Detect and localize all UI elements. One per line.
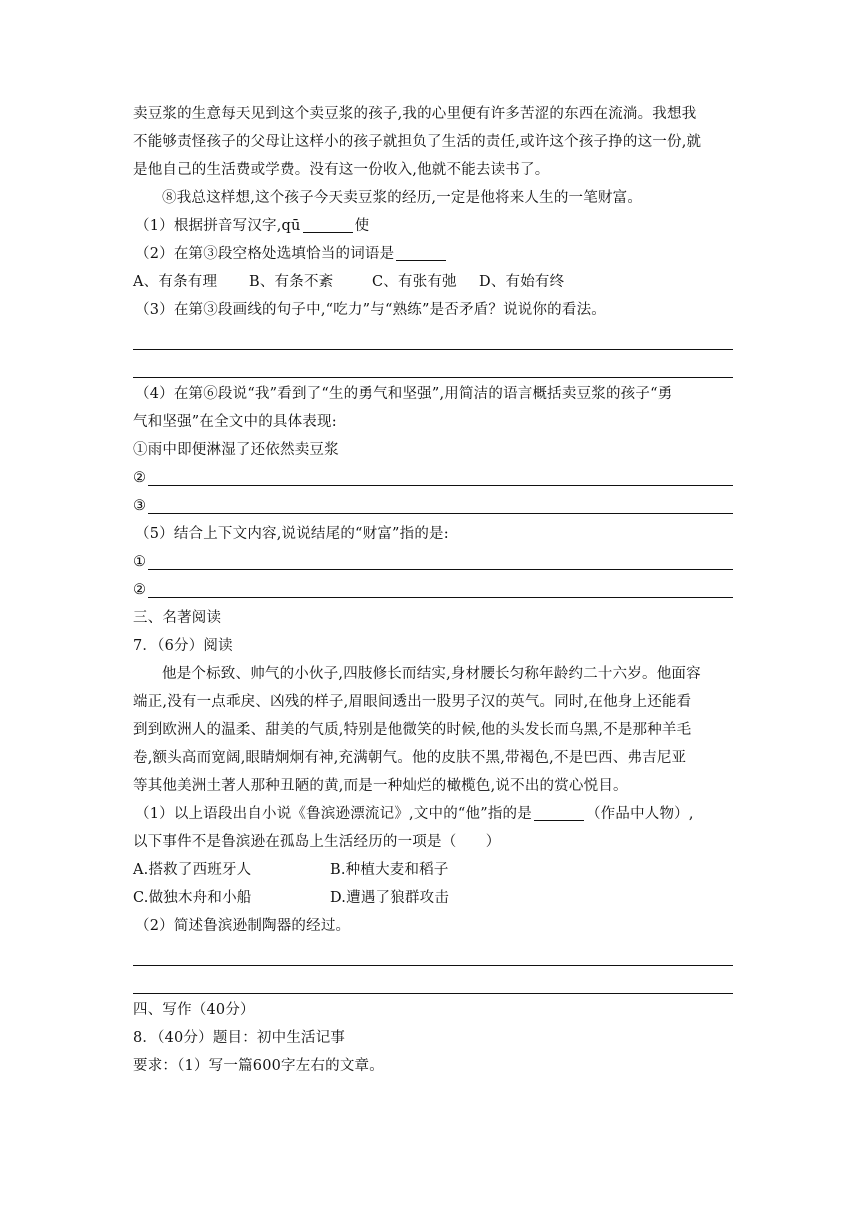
question-4-line1: （4）在第⑥段说“我”看到了“生的勇气和坚强”,用简洁的语言概括卖豆浆的孩子“勇 (135, 386, 673, 402)
question-7-2: （2）简述鲁滨逊制陶器的经过。 (135, 918, 351, 934)
reading-passage-line: 到到欧洲人的温柔、甜美的气质,特别是他微笑的时候,他的头发长而乌黑,不是那种羊毛 (133, 722, 692, 738)
reading-passage-line: 卷,额头高而宽阔,眼睛炯炯有神,充满朝气。他的皮肤不黑,带褐色,不是巴西、弗吉尼亚 (133, 750, 687, 766)
question-7-options-row1 (133, 856, 733, 884)
question-2-options (133, 268, 733, 296)
question-7-header: 7．（6分）阅读 (133, 638, 233, 654)
option-c: C.做独木舟和小船 (133, 890, 252, 906)
question-1-suffix: 使 (354, 218, 370, 234)
option-d: D、有始有终 (479, 274, 565, 290)
exam-page (133, 100, 733, 1080)
answer-line[interactable] (133, 492, 733, 520)
question-2 (133, 240, 733, 268)
passage-line: 卖豆浆的生意每天见到这个卖豆浆的孩子,我的心里便有许多苦涩的东西在流淌。我想我 (133, 106, 697, 122)
option-a: A.搭救了西班牙人 (133, 862, 252, 878)
passage-paragraph-8: ⑧我总这样想,这个孩子今天卖豆浆的经历,一定是他将来人生的一笔财富。 (162, 190, 643, 206)
item-number: ① (133, 554, 147, 570)
passage-line: 不能够责怪孩子的父母让这样小的孩子就担负了生活的责任,或许这个孩子挣的这一份,就 (133, 134, 702, 150)
reading-passage-line: 他是个标致、帅气的小伙子,四肢修长而结实,身材腰长匀称年龄约二十六岁。他面容 (162, 666, 701, 682)
question-8-header: 8．（40分）题目：初中生活记事 (133, 1030, 346, 1046)
answer-blank[interactable] (303, 216, 353, 233)
question-4-item1: ①雨中即便淋湿了还依然卖豆浆 (133, 442, 339, 458)
section-3-title: 三、名著阅读 (133, 610, 222, 626)
question-5: （5）结合上下文内容,说说结尾的“财富”指的是: (135, 526, 449, 542)
reading-passage-line: 等其他美洲土著人那种丑陋的黄,而是一种灿烂的橄榄色,说不出的赏心悦目。 (133, 778, 628, 794)
answer-line[interactable] (133, 968, 733, 996)
passage-line: 是他自己的生活费或学费。没有这一份收入,他就不能去读书了。 (133, 162, 550, 178)
answer-blank[interactable] (534, 804, 584, 821)
answer-line[interactable] (133, 548, 733, 576)
reading-passage-line: 端正,没有一点乖戾、凶残的样子,眉眼间透出一股男子汉的英气。同时,在他身上还能看 (133, 694, 692, 710)
question-7-1-suffix: （作品中人物）, (585, 806, 694, 822)
item-number: ③ (133, 498, 147, 514)
question-1-prefix: （1）根据拼音写汉字,qū (135, 218, 301, 234)
answer-blank[interactable] (396, 244, 446, 261)
answer-line[interactable] (133, 576, 733, 604)
question-8-requirement: 要求：（1）写一篇600字左右的文章。 (133, 1058, 384, 1074)
section-4-title: 四、写作（40分） (133, 1002, 255, 1018)
question-7-1-prefix: （1）以上语段出自小说《鲁滨逊漂流记》,文中的“他”指的是 (135, 806, 532, 822)
option-c: C、有张有弛 (372, 274, 457, 290)
option-b: B.种植大麦和稻子 (330, 862, 449, 878)
question-7-1-line2: 以下事件不是鲁滨逊在孤岛上生活经历的一项是（ ） (133, 834, 501, 850)
question-7-1 (133, 800, 733, 828)
answer-line[interactable] (133, 940, 733, 968)
answer-line[interactable] (133, 324, 733, 352)
question-7-options-row2 (133, 884, 733, 912)
option-d: D.遭遇了狼群攻击 (330, 890, 450, 906)
question-1 (133, 212, 733, 240)
question-2-prefix: （2）在第③段空格处选填恰当的词语是 (135, 246, 395, 262)
item-number: ② (133, 582, 147, 598)
item-number: ② (133, 470, 147, 486)
option-b: B、有条不紊 (249, 274, 334, 290)
question-3: （3）在第③段画线的句子中,“吃力”与“熟练”是否矛盾？说说你的看法。 (135, 302, 606, 318)
question-4-line2: 气和坚强”在全文中的具体表现: (133, 414, 337, 430)
option-a: A、有条有理 (133, 274, 218, 290)
answer-line[interactable] (133, 352, 733, 380)
answer-line[interactable] (133, 464, 733, 492)
